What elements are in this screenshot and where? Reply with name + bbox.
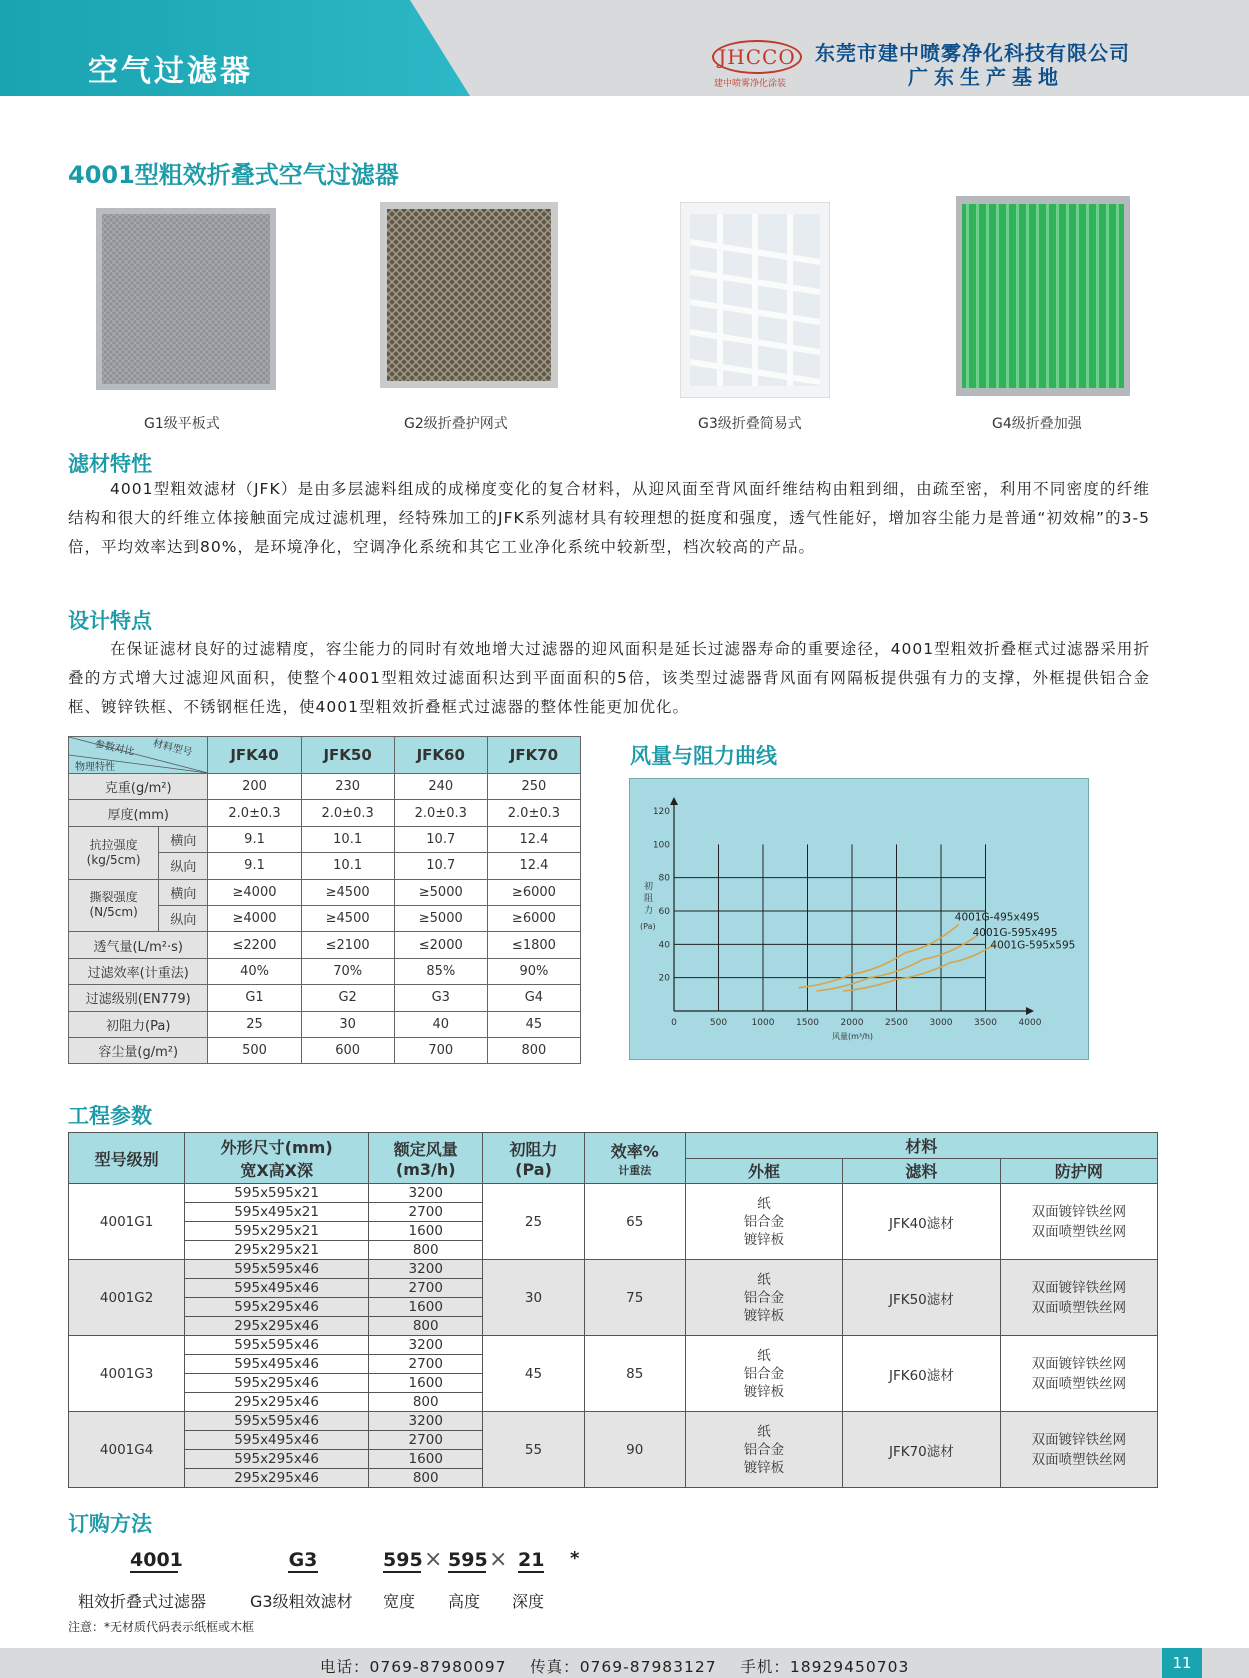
frame-cell [685,1184,842,1260]
row-sub-label: 横向 [159,879,208,905]
x-tick-label: 3000 [929,1018,953,1028]
row-group-label: 撕裂强度 (N/5cm) [69,879,159,932]
cell: ≥5000 [394,905,487,931]
header-eff-sub: 计重法 [618,1163,652,1177]
cell: G2 [301,985,394,1011]
header-guard: 防护网 [1000,1158,1157,1184]
eff-cell: 75 [584,1260,685,1336]
y-axis-label-char: 初 [644,882,654,892]
frame-option: 纸 [757,1347,771,1364]
cell: 800 [487,1037,580,1063]
header-eff [584,1133,685,1184]
flow-cell: 1600 [369,1298,483,1317]
table-row [69,1037,581,1063]
frame-option: 铝合金 [743,1213,785,1230]
model-cell: 4001G1 [69,1184,185,1260]
cell: 2.0±0.3 [301,800,394,826]
flow-cell: 1600 [369,1374,483,1393]
order-star: * [570,1548,580,1569]
cell: ≤2100 [301,932,394,958]
x-tick-label: 1000 [751,1018,775,1028]
series-label: 4001G-495x495 [954,911,1040,924]
engineering-param-table [68,1132,1158,1488]
section-engineering-title: 工程参数 [68,1104,152,1128]
table-row [69,1184,1158,1203]
table-row [69,1336,1158,1355]
cell: ≤2200 [208,932,301,958]
x-axis-label: 风量(m³/h) [832,1032,874,1041]
frame-option: 镀锌板 [743,1307,785,1324]
frame-option: 纸 [757,1271,771,1288]
corner-mid-label: 材料型号 [151,738,194,759]
flow-cell: 2700 [369,1355,483,1374]
guard-option: 双面镀锌铁丝网 [1031,1279,1127,1296]
section-media-title: 滤材特性 [68,452,152,476]
chart-svg [630,779,1088,1059]
row-label: 透气量(L/m²·s) [69,932,208,958]
size-cell: 595x495x46 [185,1355,369,1374]
size-cell: 595x495x46 [185,1431,369,1450]
order-code-depth: 21 [518,1549,545,1571]
row-group-label: 抗拉强度 (kg/5cm) [69,826,159,879]
order-label-height: 高度 [448,1592,481,1611]
y-tick-label: 40 [658,940,670,951]
frame-option: 铝合金 [743,1365,785,1382]
guard-option: 双面镀锌铁丝网 [1031,1355,1127,1372]
corner-top-label: 参数对比 [93,738,136,758]
model-cell: 4001G2 [69,1260,185,1336]
header-size-label: 外形尺寸(mm) [220,1138,333,1157]
row-sub-label: 纵向 [159,905,208,931]
page-title: 4001型粗效折叠式空气过滤器 [68,161,399,189]
y-tick-label: 120 [652,807,670,817]
photo-caption-g4: G4级折叠加强 [992,416,1082,432]
table-row [69,1260,1158,1279]
row-sub-label: 纵向 [159,853,208,879]
section-design-text: 在保证滤材良好的过滤精度，容尘能力的同时有效地增大过滤器的迎风面积是延长过滤器寿命的重要途径，4001型粗效折叠框式过滤器采用折叠的方式增大过滤迎风面积，使整个4001型粗效过滤面积达到平面面积的5倍，该类型过滤器背风面有网隔板提供强有力的支撑，外框提供铝合金框、镀锌铁框、不锈钢框任选，使4001型粗效折叠框式过滤器的整体性能更加优化。 [68,640,1150,716]
frame-option: 镀锌板 [743,1383,785,1400]
times-sign: × [489,1547,508,1572]
flow-cell: 2700 [369,1279,483,1298]
col-header: JFK60 [394,737,487,774]
cell: 2.0±0.3 [208,800,301,826]
table-row [69,1412,1158,1431]
header-flow-unit: (m3/h) [395,1160,456,1179]
airflow-resistance-chart [629,778,1089,1060]
g4-filter-photo [956,196,1130,396]
mobile-number: 18929450703 [789,1658,910,1676]
flow-cell: 1600 [369,1222,483,1241]
page-number: 11 [1162,1648,1202,1678]
g3-filter-photo [680,202,830,398]
frame-option: 纸 [757,1423,771,1440]
header-size [185,1133,369,1184]
series-line [843,944,994,991]
cell: 10.7 [394,826,487,852]
cell: ≥6000 [487,879,580,905]
table-row [69,774,581,800]
cell: 250 [487,774,580,800]
guard-cell [1000,1412,1157,1488]
size-cell: 595x295x46 [185,1298,369,1317]
x-tick-label: 3500 [974,1018,997,1028]
footer-contact [320,1655,909,1677]
x-tick-label: 2000 [840,1018,864,1028]
guard-cell [1000,1336,1157,1412]
x-tick-label: 4000 [1018,1018,1042,1028]
x-tick-label: 500 [709,1018,728,1028]
size-cell: 595x295x21 [185,1222,369,1241]
eff-cell: 90 [584,1412,685,1488]
chart-title: 风量与阻力曲线 [630,744,777,768]
size-cell: 295x295x46 [185,1393,369,1412]
size-cell: 295x295x21 [185,1241,369,1260]
order-label-series: 粗效折叠式过滤器 [78,1592,207,1611]
frame-option: 镀锌板 [743,1231,785,1248]
frame-cell [685,1412,842,1488]
order-label-width: 宽度 [383,1592,416,1611]
flow-cell: 800 [369,1317,483,1336]
header-resist-unit: (Pa) [515,1160,552,1179]
material-param-table [68,736,581,1064]
y-axis-unit: (Pa) [640,922,656,931]
media-cell: JFK70滤材 [843,1412,1001,1488]
order-code-series: 4001 [130,1549,183,1571]
flow-cell: 2700 [369,1431,483,1450]
times-sign: × [424,1547,443,1572]
cell: ≥6000 [487,905,580,931]
col-header: JFK40 [208,737,301,774]
cell: ≥5000 [394,879,487,905]
cell: 2.0±0.3 [394,800,487,826]
media-cell: JFK60滤材 [843,1336,1001,1412]
order-code-height: 595 [448,1549,488,1571]
frame-cell [685,1260,842,1336]
cell: 40 [394,1011,487,1037]
frame-option: 铝合金 [743,1441,785,1458]
cell: 240 [394,774,487,800]
flow-cell: 3200 [369,1260,483,1279]
x-tick-label: 2500 [885,1018,908,1028]
guard-option: 双面喷塑铁丝网 [1031,1451,1127,1468]
frame-cell [685,1336,842,1412]
row-label: 初阻力(Pa) [69,1011,208,1037]
mobile-label: 手机： [740,1658,790,1676]
order-code-width: 595 [383,1549,423,1571]
row-sub-label: 横向 [159,826,208,852]
header-flow [369,1133,483,1184]
cell: 230 [301,774,394,800]
eff-cell: 65 [584,1184,685,1260]
cell: ≤1800 [487,932,580,958]
resist-cell: 55 [483,1412,584,1488]
cell: ≥4000 [208,879,301,905]
y-tick-label: 20 [658,973,670,984]
order-code-grade: G3 [288,1549,318,1571]
cell: ≥4000 [208,905,301,931]
size-cell: 595x595x46 [185,1260,369,1279]
header-media: 滤料 [843,1158,1001,1184]
section-design-title: 设计特点 [68,609,152,633]
g2-filter-photo [380,202,558,388]
size-cell: 595x495x46 [185,1279,369,1298]
section-order-title: 订购方法 [68,1512,152,1536]
y-tick-label: 60 [658,907,670,917]
model-cell: 4001G3 [69,1336,185,1412]
frame-option: 铝合金 [743,1289,785,1306]
cell: 10.7 [394,853,487,879]
y-axis-label-char: 力 [644,906,654,916]
table-corner-cell [69,737,208,774]
guard-option: 双面镀锌铁丝网 [1031,1203,1127,1220]
cell: 45 [487,1011,580,1037]
cell: 700 [394,1037,487,1063]
table-row [69,1011,581,1037]
row-label: 克重(g/m²) [69,774,208,800]
cell: 10.1 [301,853,394,879]
cell: ≥4500 [301,879,394,905]
flow-cell: 800 [369,1469,483,1488]
table-row [69,958,581,984]
order-note: 注意：*无材质代码表示纸框或木框 [68,1620,255,1634]
header-size-sub: 宽X高X深 [240,1161,313,1180]
y-tick-label: 100 [652,840,670,851]
header-eff-label: 效率% [610,1141,659,1161]
cell: 85% [394,958,487,984]
cell: G4 [487,985,580,1011]
cell: 500 [208,1037,301,1063]
series-label: 4001G-595x495 [972,927,1058,939]
phone-label: 电话： [320,1658,370,1676]
resist-cell: 30 [483,1260,584,1336]
size-cell: 595x595x46 [185,1412,369,1431]
fax-label: 传真： [530,1658,580,1676]
header-resist [483,1133,584,1184]
row-label: 过滤级别(EN779) [69,985,208,1011]
cell: 12.4 [487,853,580,879]
header-resist-label: 初阻力 [509,1140,558,1159]
table-row [69,879,581,905]
cell: 30 [301,1011,394,1037]
cell: 2.0±0.3 [487,800,580,826]
company-logo: JHCCO [712,40,802,74]
size-cell: 595x295x46 [185,1450,369,1469]
flow-cell: 800 [369,1393,483,1412]
table-row [69,932,581,958]
cell: 40% [208,958,301,984]
row-label: 过滤效率(计重法) [69,958,208,984]
col-header: JFK70 [487,737,580,774]
cell: 10.1 [301,826,394,852]
guard-option: 双面喷塑铁丝网 [1031,1223,1127,1240]
cell: 600 [301,1037,394,1063]
row-label: 厚度(mm) [69,800,208,826]
cell: 70% [301,958,394,984]
size-cell: 595x595x46 [185,1336,369,1355]
page-header [0,0,1249,96]
media-cell: JFK40滤材 [843,1184,1001,1260]
cell: G3 [394,985,487,1011]
x-tick-label: 0 [671,1018,677,1028]
header-model: 型号级别 [69,1133,185,1184]
cell: 200 [208,774,301,800]
company-name: 东莞市建中喷雾净化科技有限公司 [815,41,1130,65]
flow-cell: 3200 [369,1412,483,1431]
size-cell: 295x295x46 [185,1317,369,1336]
media-cell: JFK50滤材 [843,1260,1001,1336]
y-axis-label-char: 阻 [644,894,654,904]
resist-cell: 25 [483,1184,584,1260]
photo-caption-g1: G1级平板式 [144,416,220,432]
size-cell: 295x295x46 [185,1469,369,1488]
phone-number: 0769-87980097 [369,1658,507,1676]
header-frame: 外框 [685,1158,842,1184]
fax-number: 0769-87983127 [579,1658,717,1676]
table-row [69,985,581,1011]
size-cell: 595x595x21 [185,1184,369,1203]
flow-cell: 3200 [369,1336,483,1355]
cell: 25 [208,1011,301,1037]
order-label-grade: G3级粗效滤材 [250,1592,353,1611]
guard-cell [1000,1260,1157,1336]
eff-cell: 85 [584,1336,685,1412]
order-label-depth: 深度 [512,1592,545,1611]
g1-filter-photo [96,208,276,390]
cell: 90% [487,958,580,984]
guard-cell [1000,1184,1157,1260]
cell: ≥4500 [301,905,394,931]
series-label: 4001G-595x595 [990,939,1076,952]
logo-subtitle: 建中喷雾净化涂装 [714,79,787,89]
x-axis-arrow [1026,1007,1034,1015]
col-header: JFK50 [301,737,394,774]
cell: 12.4 [487,826,580,852]
frame-option: 纸 [757,1195,771,1212]
header-title: 空气过滤器 [88,54,253,89]
y-axis-arrow [670,797,678,805]
production-base: 广东生产基地 [908,65,1064,89]
table-row [69,826,581,852]
row-label: 容尘量(g/m²) [69,1037,208,1063]
header-flow-label: 额定风量 [393,1140,458,1159]
cell: 9.1 [208,826,301,852]
photo-caption-g2: G2级折叠护网式 [404,416,508,432]
corner-bottom-label: 物理特性 [75,762,115,773]
section-media-text: 4001型粗效滤材（JFK）是由多层滤料组成的成梯度变化的复合材料，从迎风面至背风面纤维结构由粗到细，由疏至密，利用不同密度的纤维结构和很大的纤维立体接触面完成过滤机理，经特殊加工的JFK系列滤材具有较理想的挺度和强度，透气性能好，增加容尘能力是普通“初效棉”的3-5倍，平均效率达到80%，是环境净化，空调净化系统和其它工业净化系统中较新型，档次较高的产品。 [68,480,1150,556]
photo-caption-g3: G3级折叠简易式 [698,416,802,432]
model-cell: 4001G4 [69,1412,185,1488]
resist-cell: 45 [483,1336,584,1412]
cell: ≤2000 [394,932,487,958]
flow-cell: 1600 [369,1450,483,1469]
frame-option: 镀锌板 [743,1459,785,1476]
size-cell: 595x495x21 [185,1203,369,1222]
guard-option: 双面镀锌铁丝网 [1031,1431,1127,1448]
flow-cell: 3200 [369,1184,483,1203]
table-row [69,800,581,826]
flow-cell: 2700 [369,1203,483,1222]
y-tick-label: 80 [658,873,670,884]
flow-cell: 800 [369,1241,483,1260]
cell: G1 [208,985,301,1011]
header-material: 材料 [685,1133,1157,1159]
cell: 9.1 [208,853,301,879]
guard-option: 双面喷塑铁丝网 [1031,1299,1127,1316]
size-cell: 595x295x46 [185,1374,369,1393]
x-tick-label: 1500 [796,1018,819,1028]
guard-option: 双面喷塑铁丝网 [1031,1375,1127,1392]
